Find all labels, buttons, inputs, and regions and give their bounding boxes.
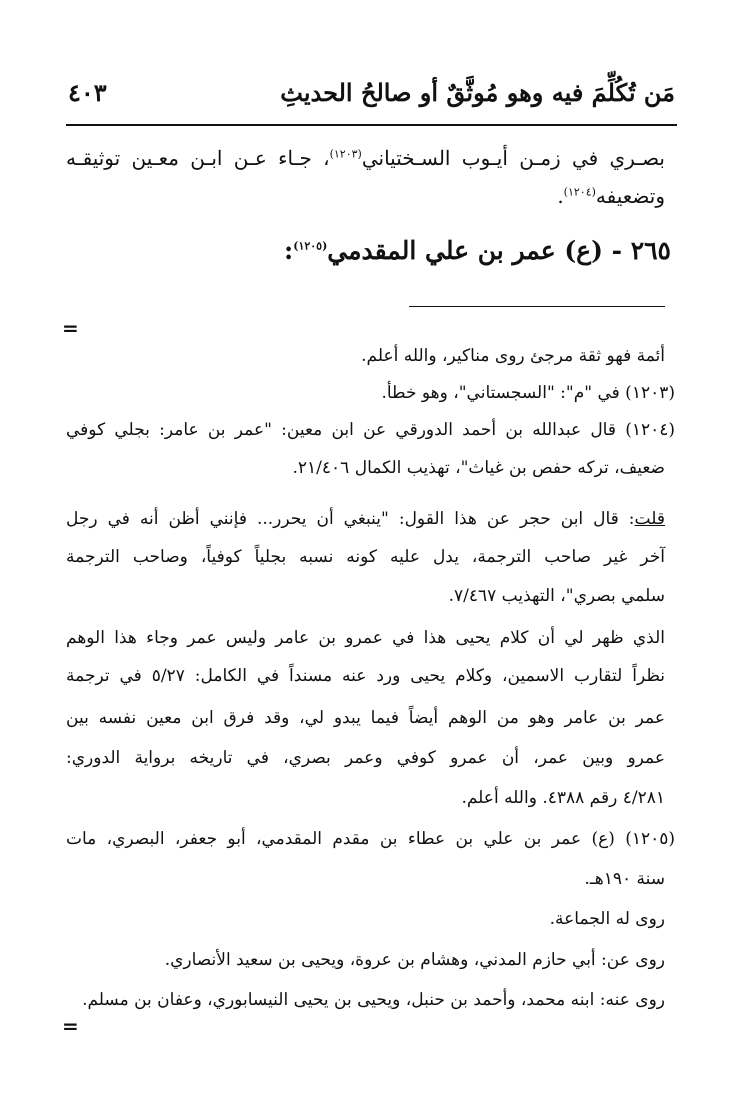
body-text: وتضعيفه xyxy=(595,184,665,208)
body-line-1 xyxy=(66,146,665,170)
footnote-1205-line: روى عنه: ابنه محمد، وأحمد بن حنبل، ويحيى بن يحيى النيسابوري، وعفان بن مسلم. xyxy=(82,990,665,1010)
continuation-mark-top: = xyxy=(62,316,79,340)
running-header-title: مَن تُكُلِّمَ فيه وهو مُوثَّقٌ أو صالحُ الحديثِ xyxy=(280,78,675,107)
analysis-line: نظراً لتقارب الاسمين، وكلام يحيى ورد عنه مسنداً في الكامل: ٥/٢٧ في ترجمة xyxy=(66,666,666,686)
qult-line xyxy=(66,509,665,529)
entry-symbol: (ع) xyxy=(564,236,603,265)
footnote-separator xyxy=(409,306,665,307)
qult-line: سلمي بصري"، التهذيب ٧/٤٦٧. xyxy=(448,586,665,606)
footnote-ref-1204: (١٢٠٤) xyxy=(563,185,596,199)
footnote-1204-line: (١٢٠٤) قال عبدالله بن أحمد الدورقي عن ابن معين: "عمر بن عامر: بجلي كوفي xyxy=(66,420,675,440)
entry-heading: ٢٦٥ - (ع) عمر بن علي المقدمي$^{(١٢٠٥)}$: xyxy=(283,236,671,265)
analysis-line: عمر بن عامر وهو من الوهم أيضاً فيما يبدو لي، وقد فرق ابن معين نفسه بين xyxy=(66,708,665,728)
footnote-ref-1203: (١٢٠٣) xyxy=(329,147,362,161)
footnote-continued: أئمة فهو ثقة مرجئ روى مناكير، والله أعلم. xyxy=(361,346,665,366)
body-line-2 xyxy=(66,184,665,208)
entry-name: عمر بن علي المقدمي xyxy=(327,236,556,265)
body-text: بصـري في زمـن أيـوب السـختياني xyxy=(361,146,665,170)
footnote-1204-line: ضعيف، تركه حفص بن غياث"، تهذيب الكمال ٢١/٤٠٦. xyxy=(292,458,665,478)
page-number: ٤٠٣ xyxy=(68,78,107,107)
footnote-1203: (١٢٠٣) في "م": "السجستاني"، وهو خطأ. xyxy=(381,383,675,403)
body-text: . xyxy=(557,184,564,208)
body-text: ، جـاء عـن ابـن معـين توثيقـه xyxy=(66,146,330,170)
entry-number: ٢٦٥ xyxy=(630,236,671,265)
qult-line: آخر غير صاحب الترجمة، يدل عليه كونه نسبه بجلياً كوفياً، وصاحب الترجمة xyxy=(66,547,665,567)
analysis-line: عمرو وبين عمر، أن عمرو كوفي وعمر بصري، في تاريخه برواية الدوري: xyxy=(66,748,665,768)
footnote-ref-1205: (١٢٠٥) xyxy=(293,239,328,253)
footnote-1205-line: سنة ١٩٠هـ. xyxy=(584,869,665,889)
continuation-mark-bottom: = xyxy=(62,1014,79,1038)
header-rule xyxy=(66,124,677,126)
qult-label: قلت xyxy=(634,509,665,529)
analysis-line: الذي ظهر لي أن كلام يحيى هذا في عمرو بن عامر وليس عمر وجاء هذا الوهم xyxy=(66,628,665,648)
analysis-line: ٤/٢٨١ رقم ٤٣٨٨. والله أعلم. xyxy=(461,788,665,808)
qult-text: : قال ابن حجر عن هذا القول: "ينبغي أن يحرر... فإنني أظن أنه في رجل xyxy=(66,509,635,529)
footnote-1205-line: (١٢٠٥) (ع) عمر بن علي بن عطاء بن مقدم المقدمي، أبو جعفر، البصري، مات xyxy=(66,829,675,849)
entry-end: : xyxy=(283,236,294,265)
footnote-1205-line: روى له الجماعة. xyxy=(549,909,665,929)
footnote-1205-line: روى عن: أبي حازم المدني، وهشام بن عروة، ويحيى بن سعيد الأنصاري. xyxy=(164,950,665,970)
